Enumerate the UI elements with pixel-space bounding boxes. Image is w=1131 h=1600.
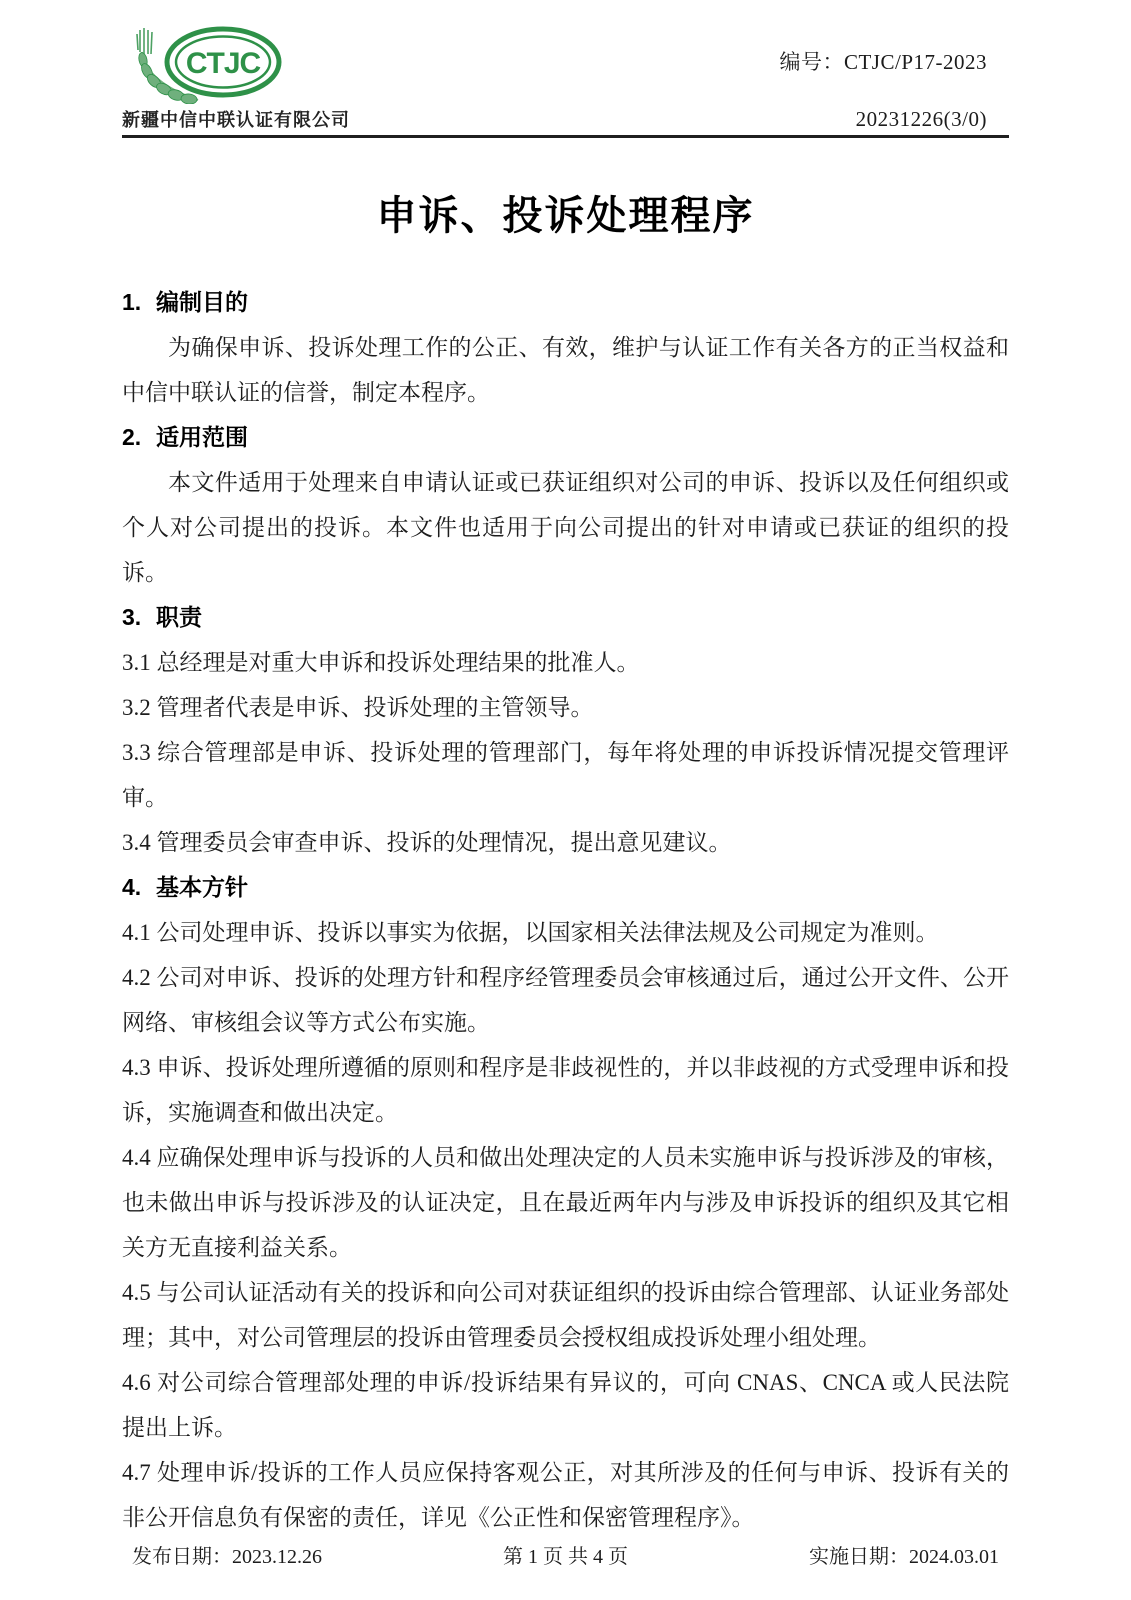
- doc-number: 编号：CTJC/P17-2023: [779, 50, 987, 74]
- list-item: 4.3 申诉、投诉处理所遵循的原则和程序是非歧视性的，并以非歧视的方式受理申诉和投诉，实施调查和做出决定。: [122, 1055, 1009, 1125]
- logo-letters: CTJC: [185, 47, 261, 80]
- section-heading-label: 职责: [156, 604, 202, 630]
- list-item: 4.1 公司处理申诉、投诉以事实为依据，以国家相关法律法规及公司规定为准则。: [122, 920, 939, 945]
- section-number: 1.: [122, 289, 142, 315]
- section-heading-1: [122, 280, 1009, 325]
- header-right: [779, 36, 1009, 132]
- list-item: 4.5 与公司认证活动有关的投诉和向公司对获证组织的投诉由综合管理部、认证业务部处理；其中，对公司管理层的投诉由管理委员会授权组成投诉处理小组处理。: [122, 1280, 1009, 1350]
- header-left: [122, 36, 350, 132]
- list-item: 3.3 综合管理部是申诉、投诉处理的管理部门，每年将处理的申诉投诉情况提交管理评审。: [122, 740, 1009, 810]
- section-number: 4.: [122, 874, 142, 900]
- section-number: 2.: [122, 424, 142, 450]
- document-body: [122, 280, 1009, 1540]
- company-name: 新疆中信中联认证有限公司: [122, 110, 350, 130]
- list-item: 4.6 对公司综合管理部处理的申诉/投诉结果有异议的，可向 CNAS、CNCA 或人民法院提出上诉。: [122, 1370, 1009, 1440]
- document-footer: [122, 1540, 1009, 1569]
- section-heading-4: [122, 865, 1009, 910]
- document-header: [122, 36, 1009, 138]
- list-item: 3.2 管理者代表是申诉、投诉处理的主管领导。: [122, 695, 594, 720]
- section-heading-label: 适用范围: [156, 424, 248, 450]
- release-date: 发布日期：2023.12.26: [132, 1546, 322, 1568]
- implement-date: 实施日期：2024.03.01: [809, 1546, 999, 1568]
- wheat-spike: [137, 28, 152, 54]
- list-item: 3.1 总经理是对重大申诉和投诉处理结果的批准人。: [122, 650, 640, 675]
- paragraph: 为确保申诉、投诉处理工作的公正、有效，维护与认证工作有关各方的正当权益和中信中联认证的信誉，制定本程序。: [122, 335, 1009, 405]
- section-heading-2: [122, 415, 1009, 460]
- doc-revision: 20231226(3/0): [855, 107, 987, 131]
- company-logo-icon: [126, 24, 296, 104]
- page-title: 申诉、投诉处理程序: [376, 194, 755, 238]
- section-heading-label: 基本方针: [156, 874, 248, 900]
- list-item: 4.4 应确保处理申诉与投诉的人员和做出处理决定的人员未实施申诉与投诉涉及的审核，也未做出申诉与投诉涉及的认证决定，且在最近两年内与涉及申诉投诉的组织及其它相关方无直接利益关系。: [122, 1145, 1009, 1260]
- list-item: 4.7 处理申诉/投诉的工作人员应保持客观公正，对其所涉及的任何与申诉、投诉有关的非公开信息负有保密的责任，详见《公正性和保密管理程序》。: [122, 1460, 1009, 1530]
- section-heading-label: 编制目的: [156, 289, 248, 315]
- paragraph: 本文件适用于处理来自申请认证或已获证组织对公司的申诉、投诉以及任何组织或个人对公司提出的投诉。本文件也适用于向公司提出的针对申请或已获证的组织的投诉。: [122, 470, 1009, 585]
- list-item: 4.2 公司对申诉、投诉的处理方针和程序经管理委员会审核通过后，通过公开文件、公开网络、审核组会议等方式公布实施。: [122, 965, 1009, 1035]
- section-heading-3: [122, 595, 1009, 640]
- list-item: 3.4 管理委员会审查申诉、投诉的处理情况，提出意见建议。: [122, 830, 732, 855]
- page-info: 第 1 页 共 4 页: [503, 1546, 628, 1568]
- section-number: 3.: [122, 604, 142, 630]
